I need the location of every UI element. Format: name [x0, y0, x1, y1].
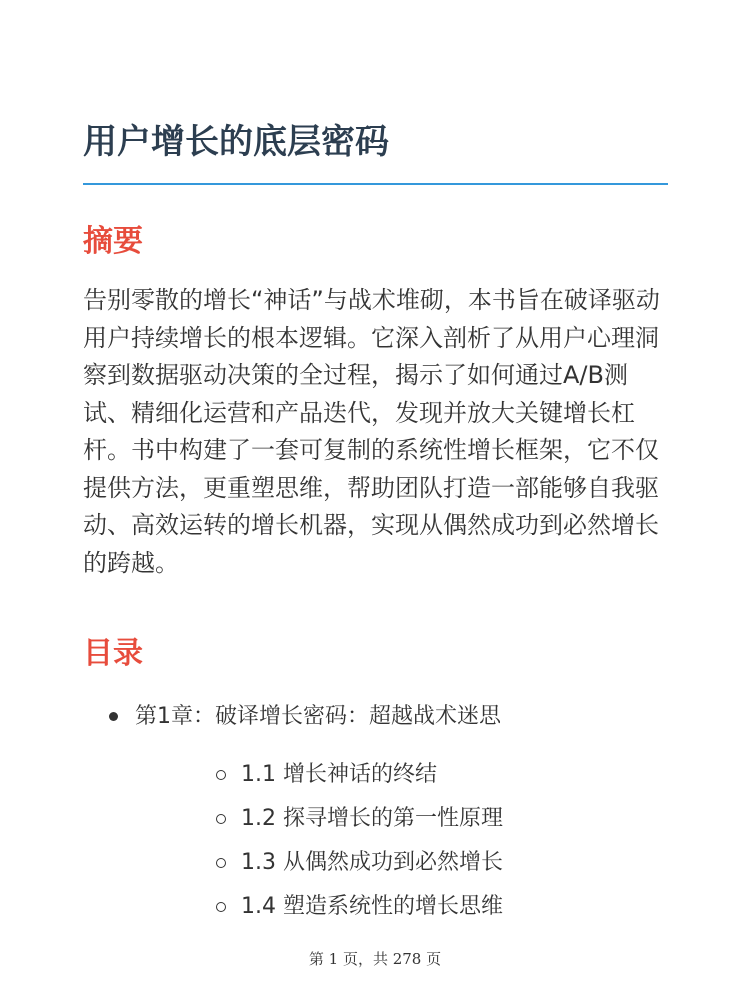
summary-paragraph: 告别零散的增长“神话”与战术堆砌，本书旨在破译驱动用户持续增长的根本逻辑。它深入剖析了从用户心理洞察到数据驱动决策的全过程，揭示了如何通过A/B测试、精细化运营和产品迭代，发现并放大关键增长杠杆。书中构建了一套可复制的系统性增长框架，它不仅提供方法，更重塑思维，帮助团队打造一部能够自我驱动、高效运转的增长机器，实现从偶然成功到必然增长的跨越。	[83, 286, 660, 577]
toc-section-label: 1.2 探寻增长的第一性原理	[241, 806, 503, 831]
toc-section-list	[135, 753, 668, 929]
toc-heading: 目录	[83, 636, 143, 671]
toc-section-label: 1.3 从偶然成功到必然增长	[241, 850, 503, 875]
toc-section-1-2	[189, 797, 668, 841]
toc-section-1-1	[189, 753, 668, 797]
toc-section-1-3	[189, 841, 668, 885]
page-number-footer: 第 1 页，共 278 页	[308, 950, 442, 968]
title-divider	[83, 183, 668, 185]
page-title: 用户增长的底层密码	[83, 122, 389, 162]
toc-section-label: 1.4 塑造系统性的增长思维	[241, 894, 503, 919]
hollow-bullet-icon	[216, 814, 226, 824]
hollow-bullet-icon	[216, 902, 226, 912]
toc-section-1-4	[189, 885, 668, 929]
toc-section-label: 1.1 增长神话的终结	[241, 762, 437, 787]
summary-heading: 摘要	[83, 224, 143, 259]
toc-chapter-1	[83, 697, 668, 929]
hollow-bullet-icon	[216, 770, 226, 780]
table-of-contents	[83, 697, 668, 929]
filled-bullet-icon	[109, 712, 118, 721]
toc-chapter-label: 第1章：破译增长密码：超越战术迷思	[135, 704, 501, 729]
hollow-bullet-icon	[216, 858, 226, 868]
